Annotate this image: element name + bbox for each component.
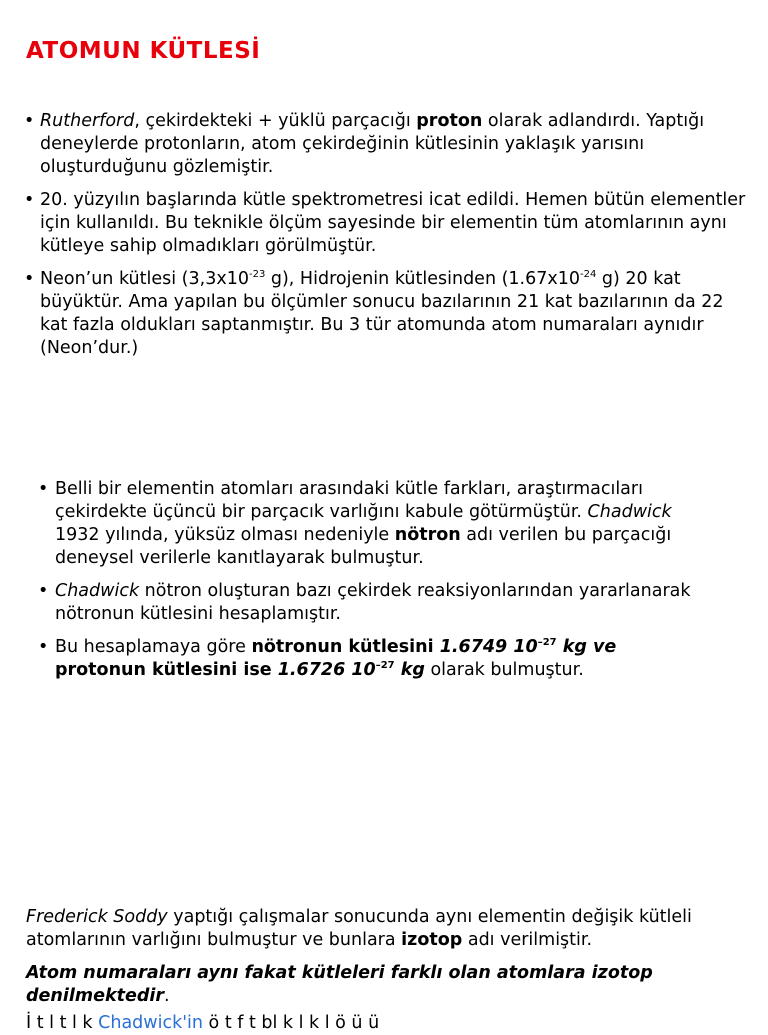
bold-term: nötronun kütlesini xyxy=(251,637,440,657)
text-span: adı verilen bu parçacığı deneysel verilerle kanıtlayarak bulmuştur. xyxy=(55,525,672,568)
text-span: nötron oluşturan bazı çekirdek reaksiyonlarından yararlanarak nötronun kütlesini hesaplamıştır. xyxy=(55,581,691,624)
text-span: g), Hidrojenin kütlesinden (1.67x10 xyxy=(265,269,581,289)
bold-term: proton xyxy=(416,111,483,131)
text-span: 20. yüzyılın başlarında kütle spektrometresi icat edildi. Hemen bütün elementler için kullanıldı. Bu teknikle ölçüm sayesinde bir elementin tüm atomlarının aynı kütleye sahip olmadıkları görülmüştür. xyxy=(40,190,746,256)
text-span: Bu hesaplamaya göre xyxy=(55,637,252,657)
paragraph-isotope-definition xyxy=(26,962,746,1008)
bullet-list-chadwick xyxy=(38,478,698,692)
person-name: Chadwick xyxy=(55,581,140,601)
list-item xyxy=(24,110,752,179)
text-span: olarak bulmuştur. xyxy=(424,660,584,680)
list-item xyxy=(24,189,752,258)
text-span: g) 20 kat büyüktür. Ama yapılan bu ölçümler sonucu bazılarının 21 kat bazılarının da 22 kat fazla oldukları saptanmıştır. Bu 3 tür atomunda atom numaraları aynıdır (Neon’dur.) xyxy=(40,269,724,358)
bold-term: nötron xyxy=(394,525,461,545)
chadwick-link[interactable]: Chadwick'in xyxy=(98,1013,203,1033)
person-name: Chadwick xyxy=(587,502,672,522)
text-span: , çekirdekteki + yüklü parçacığı xyxy=(134,111,417,131)
person-name: Rutherford xyxy=(40,111,135,131)
text-span: t l t l k xyxy=(31,1013,99,1033)
list-item xyxy=(38,478,698,570)
list-item xyxy=(38,636,698,682)
text-span: ö t f t bl k l k l ö ü ü xyxy=(202,1013,380,1033)
paragraph-soddy xyxy=(26,906,746,952)
text-span: Neon’un kütlesi (3,3x10 xyxy=(40,269,249,289)
text-span: adı verilmiştir. xyxy=(462,930,593,950)
text-span: İ xyxy=(26,1013,32,1033)
bold-term: izotop xyxy=(401,930,463,950)
unit: kg xyxy=(394,660,425,680)
exponent: –27 xyxy=(375,660,395,672)
exponent: -23 xyxy=(248,269,266,281)
text-span: yaptığı çalışmalar sonucunda aynı elementin değişik kütleli atomlarının varlığını bulmuştur ve bunlara xyxy=(26,907,692,950)
text-span: . xyxy=(163,986,170,1006)
text-span: olarak adlandırdı. Yaptığı deneylerde protonların, atom çekirdeğinin kütlesinin yaklaşık yarısını oluşturduğunu gözlemiştir. xyxy=(40,111,705,177)
list-item xyxy=(38,580,698,626)
list-item xyxy=(24,268,752,360)
exponent: –27 xyxy=(537,637,557,649)
bold-term: protonun kütlesini ise xyxy=(55,660,278,680)
bullet-list-rutherford xyxy=(24,110,752,370)
unit: kg ve xyxy=(556,637,617,657)
proton-mass-value: 1.6726 10 xyxy=(277,660,376,680)
definition-text: Atom numaraları aynı fakat kütleleri farklı olan atomlara izotop denilmektedir xyxy=(26,963,653,1006)
neutron-mass-value: 1.6749 10 xyxy=(439,637,538,657)
text-span: Belli bir elementin atomları arasındaki kütle farkları, araştırmacıları çekirdekte üçüncü bir parçacık varlığını kabule götürmüştür. xyxy=(55,479,643,522)
person-name: Frederick Soddy xyxy=(26,907,168,927)
exponent: -24 xyxy=(580,269,597,281)
page-title: ATOMUN KÜTLESİ xyxy=(26,38,261,64)
text-span: 1932 yılında, yüksüz olması nedeniyle xyxy=(55,525,395,545)
